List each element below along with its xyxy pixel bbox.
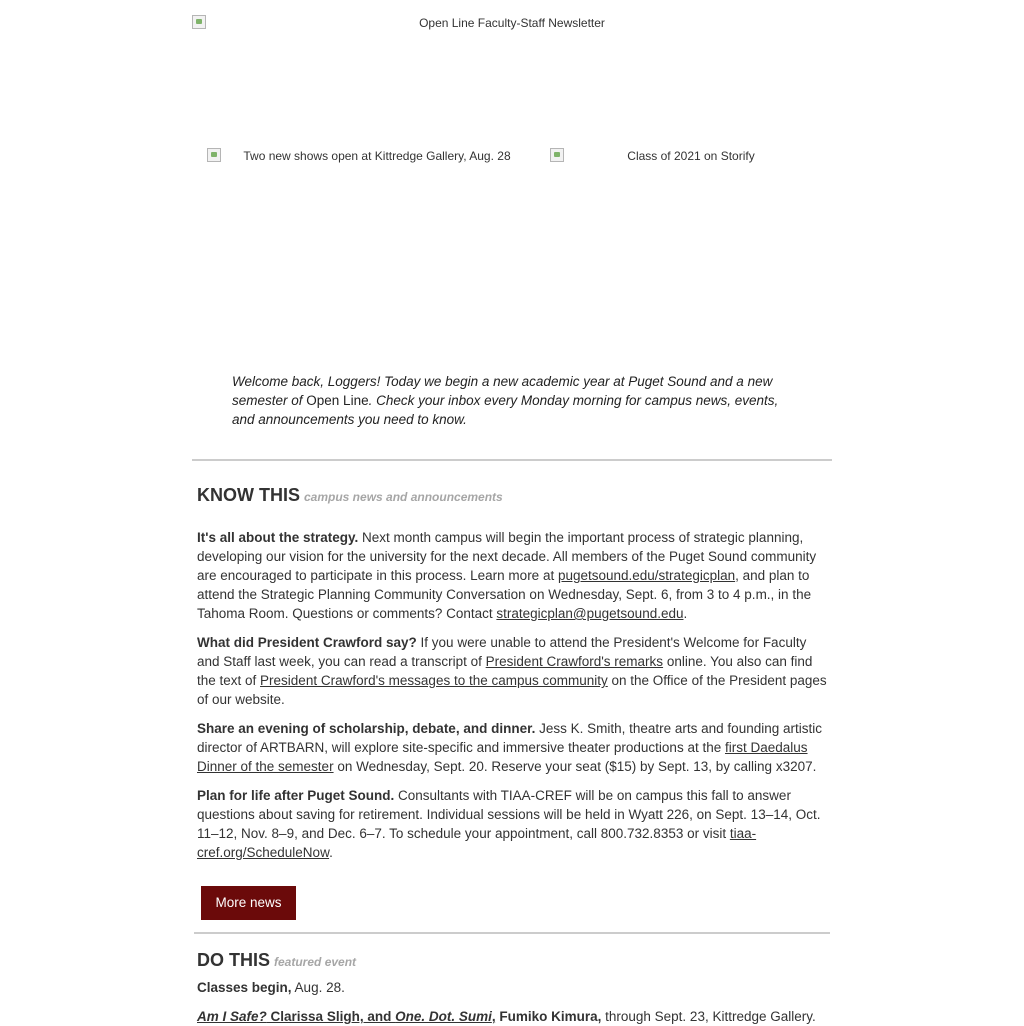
- section-subtitle: campus news and announcements: [304, 490, 503, 504]
- feature-class-of-2021[interactable]: [550, 148, 820, 338]
- welcome-message: [232, 372, 802, 429]
- exhibit-title: Am I Safe?: [197, 1009, 267, 1024]
- section-title: KNOW THIS: [197, 485, 300, 505]
- news-item-lead: It's all about the strategy.: [197, 530, 359, 545]
- event-kittredge-shows: [197, 1007, 837, 1026]
- event-text: through Sept. 23, Kittredge Gallery.: [601, 1009, 816, 1024]
- news-item-daedalus-dinner: [197, 719, 827, 776]
- news-item-text: on Wednesday, Sept. 20. Reserve your seat ($15) by Sept. 13, by calling x3207.: [333, 759, 817, 774]
- section-divider: [194, 932, 830, 934]
- daedalus-dinner-link[interactable]: first Daedalus Dinner of the semester: [197, 740, 808, 774]
- news-item-lead: What did President Crawford say?: [197, 635, 417, 650]
- welcome-text: Welcome back, Loggers! Today we begin a new academic year at Puget Sound and a new semester of: [232, 374, 773, 408]
- news-item-text: on the Office of the President pages of our website.: [197, 673, 827, 707]
- section-subtitle: featured event: [274, 955, 357, 969]
- news-item-text: online. You also can find the text of: [197, 654, 813, 688]
- feature-kittredge-gallery[interactable]: [207, 148, 527, 338]
- event-classes-begin: [197, 978, 827, 997]
- exhibit-artist: Fumiko Kimura,: [495, 1009, 602, 1024]
- section-title: DO THIS: [197, 950, 271, 970]
- punctuation: ,: [491, 1009, 496, 1024]
- know-this-header: [197, 480, 503, 508]
- event-lead: Classes begin,: [197, 980, 292, 995]
- tiaa-cref-link[interactable]: tiaa-cref.org/ScheduleNow: [197, 826, 757, 860]
- news-item-lead: Share an evening of scholarship, debate, and dinner.: [197, 721, 536, 736]
- news-item-president: [197, 633, 827, 709]
- more-news-button[interactable]: More news: [201, 886, 296, 920]
- strategic-plan-email-link[interactable]: strategicplan@pugetsound.edu: [496, 606, 684, 621]
- section-divider: [192, 459, 832, 461]
- news-item-text: Consultants with TIAA-CREF will be on campus this fall to answer questions about saving for retirement. Individual sessions will be held in Wyatt 226, on Sept. 13–14, Oct. 11–12, Nov. 8–9, and Dec. 6–7. To schedule your appointment, call 800.732.8353 or visit: [197, 788, 821, 841]
- masthead-image: [192, 15, 832, 125]
- president-remarks-link[interactable]: President Crawford's remarks: [485, 654, 664, 669]
- do-this-header: [197, 945, 356, 973]
- masthead-alt-text: Open Line Faculty-Staff Newsletter: [419, 16, 605, 30]
- feature-alt-text: Two new shows open at Kittredge Gallery, Aug. 28: [243, 149, 511, 163]
- am-i-safe-link[interactable]: [197, 1009, 496, 1024]
- news-item-text: Jess K. Smith, theatre arts and founding artistic director of ARTBARN, will explore site-specific and immersive theater productions at the: [197, 721, 822, 755]
- news-item-text: .: [329, 845, 333, 860]
- news-item-lead: Plan for life after Puget Sound.: [197, 788, 395, 803]
- news-item-strategy: [197, 528, 827, 623]
- publication-name: Open Line: [306, 393, 369, 408]
- news-item-text: Next month campus will begin the important process of strategic planning, developing our vision for the university for the next decade. All members of the Puget Sound community are encouraged to participate in this process. Learn more at: [197, 530, 817, 583]
- exhibit-artist: Clarissa Sligh, and: [266, 1009, 396, 1024]
- welcome-text-end: . Check your inbox every Monday morning for campus news, events, and announcements you need to know.: [232, 393, 779, 427]
- news-item-text: If you were unable to attend the President's Welcome for Faculty and Staff last week, you can read a transcript of: [197, 635, 807, 669]
- news-item-text: .: [683, 606, 688, 621]
- exhibit-title: One. Dot. Sumi: [395, 1009, 492, 1024]
- news-item-text: , and plan to attend the Strategic Planning Community Conversation on Wednesday, Sept. 6, from 3 to 4 p.m., in the Tahoma Room. Questions or comments? Contact: [197, 568, 812, 621]
- news-item-retirement: [197, 786, 827, 862]
- strategic-plan-link[interactable]: pugetsound.edu/strategicplan: [557, 568, 736, 583]
- feature-alt-text: Class of 2021 on Storify: [627, 149, 755, 163]
- event-text: Aug. 28.: [291, 980, 345, 995]
- president-messages-link[interactable]: President Crawford's messages to the campus community: [260, 673, 608, 688]
